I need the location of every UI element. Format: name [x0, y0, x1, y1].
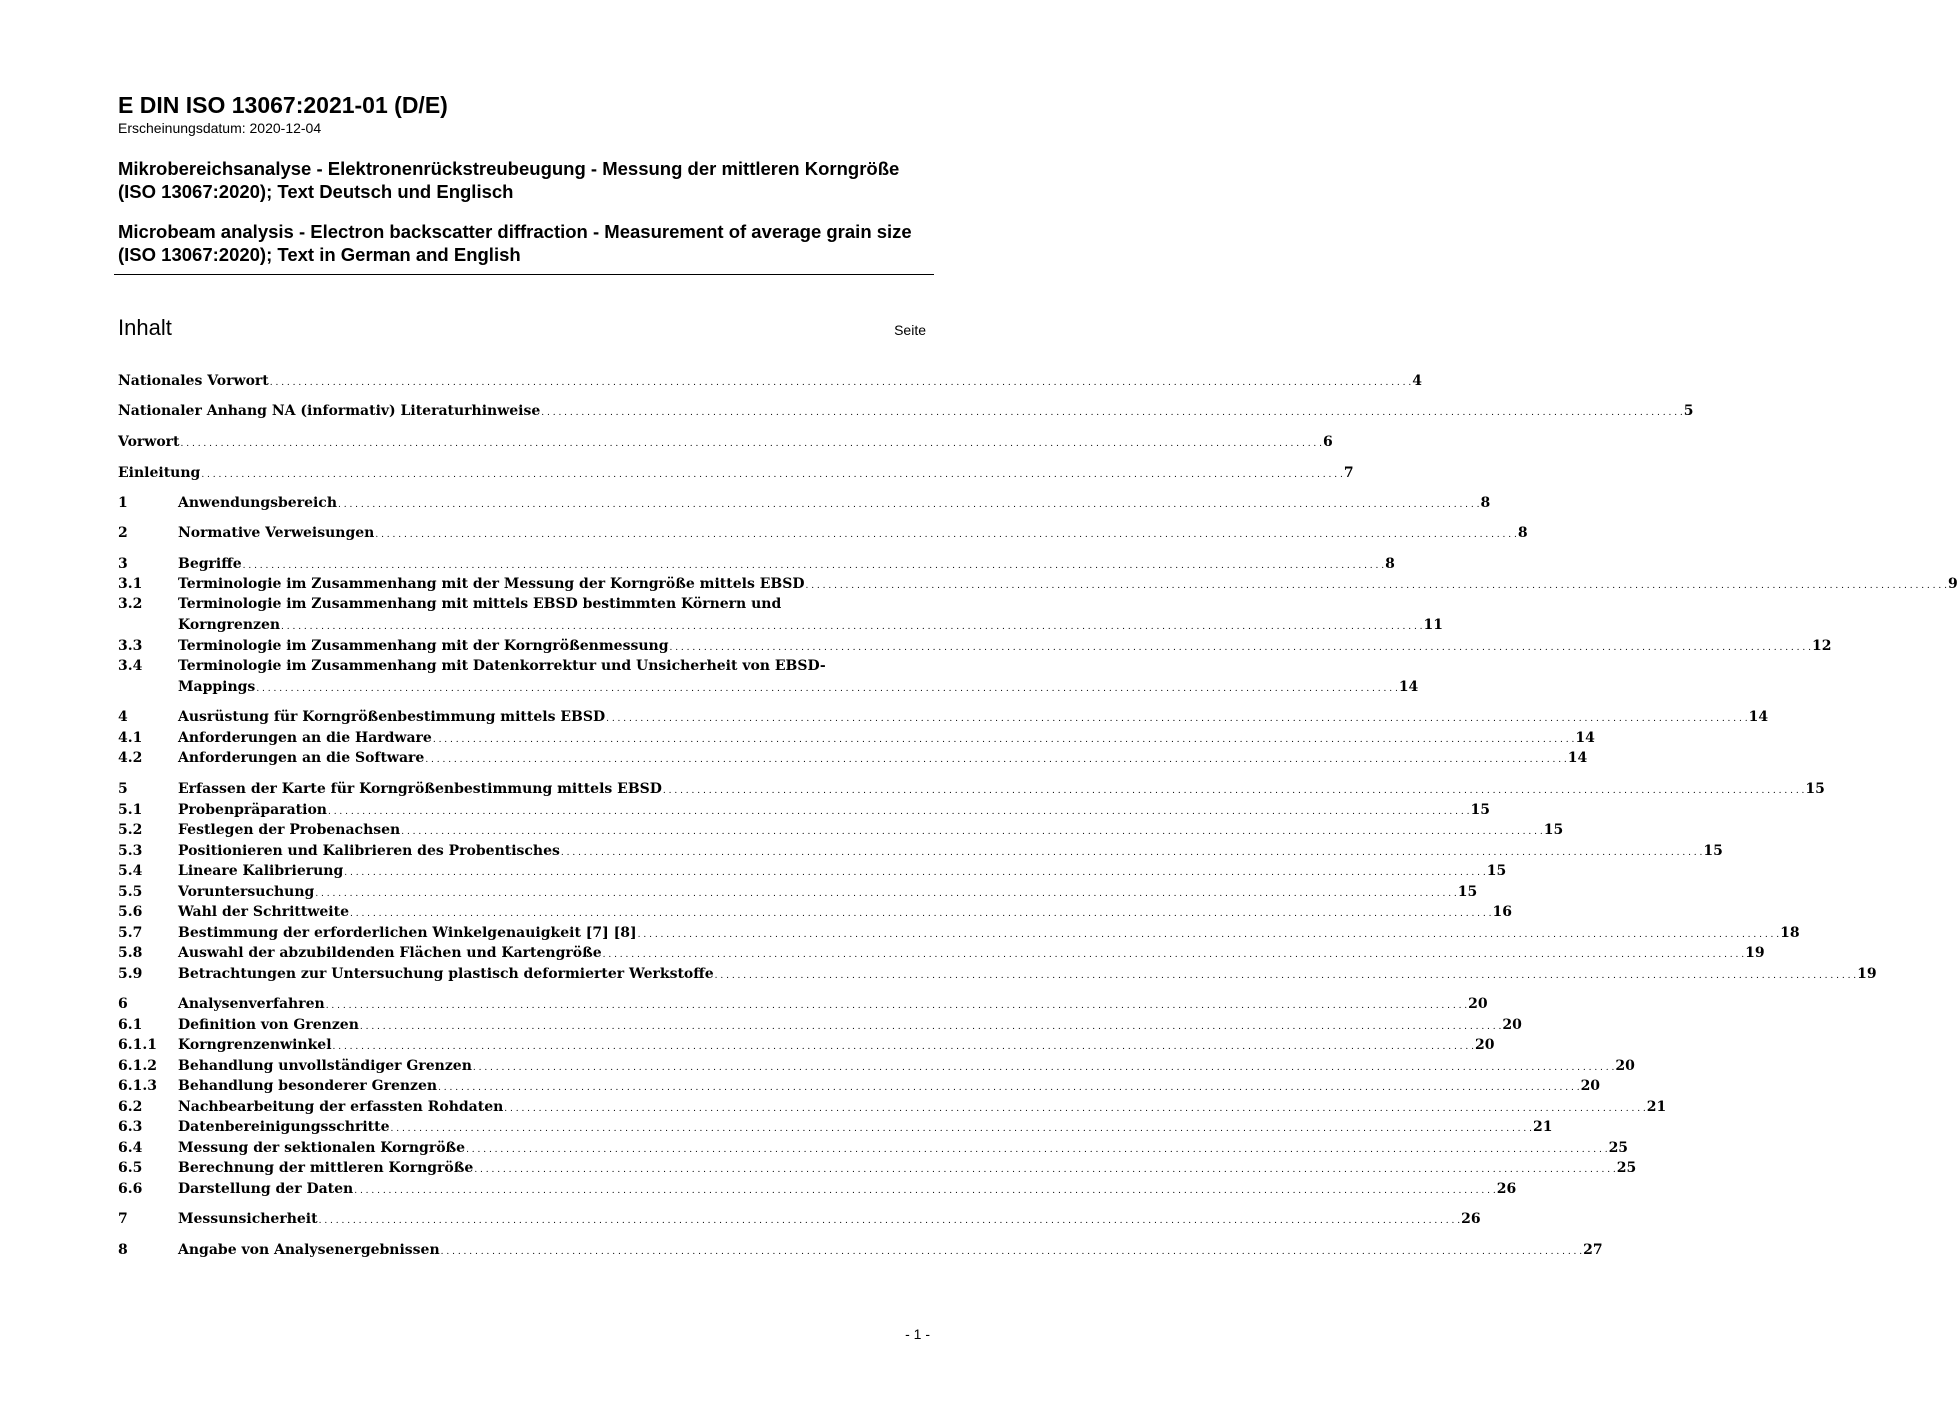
toc-entry-number: 5.9 [118, 966, 143, 982]
toc-entry-label: Terminologie im Zusammenhang mit der Messung der Korngröße mittels EBSD [178, 576, 805, 592]
document-header [118, 90, 934, 266]
toc-entry-page: 21 [1532, 1119, 1553, 1135]
toc-entry-number: 6.5 [118, 1160, 143, 1176]
toc-entry-number: 3.2 [118, 596, 143, 612]
toc-entry-number: 6.1 [118, 1017, 143, 1033]
toc-dot-leader: . . . . . . . . . . . . . . . . . . . . . . . . . . . . . . . . . . . . . . . . . . . . . . . . . . . . . . . . . . . . . . . . . . . . . . . . . . . . . . . . . . . . . . . . . . . . . . . . . . . . . . . . . . . . . . . . . . . . . . . . . . . . . . . . . . . . . . . . . . . . . . . . . . . . . . . . . . . . . . . . . . . . . . . . . . . . . . . . . . . . . . . . . . . . . . . . . . . . . . . . [474, 1165, 1616, 1175]
toc-dot-leader: . . . . . . . . . . . . . . . . . . . . . . . . . . . . . . . . . . . . . . . . . . . . . . . . . . . . . . . . . . . . . . . . . . . . . . . . . . . . . . . . . . . . . . . . . . . . . . . . . . . . . . . . . . . . . . . . . . . . . . . . . . . . . . . . . . . . . . . . . . . . . . . . . . . . . . . . . . . . . . . . . . . . . . . . . . . . . . . . . . . . . . . . . . . . . . . . . . . . . . . . [375, 530, 1517, 540]
toc-entry-page: 8 [1480, 495, 1491, 511]
document-title: E DIN ISO 13067:2021-01 (D/E) [118, 92, 448, 118]
toc-entry-page: 25 [1608, 1140, 1629, 1156]
toc-entry-label: Voruntersuchung [178, 884, 315, 900]
toc-entry-number: 5.6 [118, 904, 143, 920]
title-german: Mikrobereichsanalyse - Elektronenrückstreubeugung - Messung der mittleren Korngröße (ISO 13067:2020); Text Deutsch und Englisch [118, 158, 900, 202]
toc-entry-page: 5 [1683, 403, 1694, 419]
toc-entry[interactable] [118, 493, 1491, 513]
toc-entry-page: 15 [1543, 822, 1564, 838]
toc-dot-leader: . . . . . . . . . . . . . . . . . . . . . . . . . . . . . . . . . . . . . . . . . . . . . . . . . . . . . . . . . . . . . . . . . . . . . . . . . . . . . . . . . . . . . . . . . . . . . . . . . . . . . . . . . . . . . . . . . . . . . . . . . . . . . . . . . . . . . . . . . . . . . . . . . . . . . . . . . . . . . . . . . . . . . . . . . . . . . . . . . . . . . . . . . . . . . . . . . . . . . . . . [662, 786, 1805, 796]
toc-entry-number: 6.1.1 [118, 1037, 157, 1053]
toc-dot-leader: . . . . . . . . . . . . . . . . . . . . . . . . . . . . . . . . . . . . . . . . . . . . . . . . . . . . . . . . . . . . . . . . . . . . . . . . . . . . . . . . . . . . . . . . . . . . . . . . . . . . . . . . . . . . . . . . . . . . . . . . . . . . . . . . . . . . . . . . . . . . . . . . . . . . . . . . . . . . . . . . . . . . . . . . . . . . . . . . . . . . . . . . . . . . . . . . . . . . . . . . [269, 378, 1412, 388]
toc-dot-leader: . . . . . . . . . . . . . . . . . . . . . . . . . . . . . . . . . . . . . . . . . . . . . . . . . . . . . . . . . . . . . . . . . . . . . . . . . . . . . . . . . . . . . . . . . . . . . . . . . . . . . . . . . . . . . . . . . . . . . . . . . . . . . . . . . . . . . . . . . . . . . . . . . . . . . . . . . . . . . . . . . . . . . . . . . . . . . . . . . . . . . . . . . . . . . . . . . . . . . . . . [344, 868, 1486, 878]
toc-entry-page: 18 [1780, 925, 1800, 941]
toc-entry[interactable] [118, 1209, 1481, 1229]
toc-entry[interactable] [118, 800, 1490, 820]
toc-entry-label: Auswahl der abzubildenden Flächen und Kartengröße [178, 945, 602, 961]
toc-entry-number: 6.6 [118, 1181, 143, 1197]
toc-entry-number: 2 [118, 525, 128, 541]
toc-entry-label: Erfassen der Karte für Korngrößenbestimmung mittels EBSD [178, 781, 662, 797]
toc-entry[interactable] [118, 1076, 1601, 1096]
toc-entry-page: 20 [1475, 1037, 1495, 1053]
toc-dot-leader: . . . . . . . . . . . . . . . . . . . . . . . . . . . . . . . . . . . . . . . . . . . . . . . . . . . . . . . . . . . . . . . . . . . . . . . . . . . . . . . . . . . . . . . . . . . . . . . . . . . . . . . . . . . . . . . . . . . . . . . . . . . . . . . . . . . . . . . . . . . . . . . . . . . . . . . . . . . . . . . . . . . . . . . . . . . . . . . . . . . . . . . . . . . . . . . . . . . . . . . . [318, 1216, 1461, 1226]
toc-entry-label: Anforderungen an die Hardware [178, 730, 432, 746]
toc-dot-leader: . . . . . . . . . . . . . . . . . . . . . . . . . . . . . . . . . . . . . . . . . . . . . . . . . . . . . . . . . . . . . . . . . . . . . . . . . . . . . . . . . . . . . . . . . . . . . . . . . . . . . . . . . . . . . . . . . . . . . . . . . . . . . . . . . . . . . . . . . . . . . . . . . . . . . . . . . . . . . . . . . . . . . . . . . . . . . . . . . . . . . . . . . . . . . . . . . . . . . . . . [440, 1247, 1583, 1257]
toc-entry-label: Messung der sektionalen Korngröße [178, 1140, 466, 1156]
toc-entry-page: 15 [1457, 884, 1478, 900]
toc-entry-label-continued: Mappings [178, 679, 256, 695]
toc-entry[interactable] [118, 523, 1528, 543]
toc-entry-page: 21 [1646, 1099, 1667, 1115]
toc-entry-number: 5.5 [118, 884, 143, 900]
toc-entry-label: Probenpräparation [178, 802, 327, 818]
toc-entry[interactable] [118, 574, 1958, 594]
toc-entry[interactable] [118, 728, 1595, 748]
toc-entry-number: 3.4 [118, 658, 143, 674]
toc-entry-page: 8 [1385, 556, 1395, 572]
toc-entry-number: 5.2 [118, 822, 143, 838]
toc-entry-label: Vorwort [118, 434, 180, 450]
toc-entry-number: 6.4 [118, 1140, 143, 1156]
toc-entry-label: Positionieren und Kalibrieren des Probentisches [178, 843, 560, 859]
toc-entry-page: 20 [1468, 996, 1488, 1012]
toc-entry-page: 26 [1496, 1181, 1517, 1197]
toc-dot-leader: . . . . . . . . . . . . . . . . . . . . . . . . . . . . . . . . . . . . . . . . . . . . . . . . . . . . . . . . . . . . . . . . . . . . . . . . . . . . . . . . . . . . . . . . . . . . . . . . . . . . . . . . . . . . . . . . . . . . . . . . . . . . . . . . . . . . . . . . . . . . . . . . . . . . . . . . . . . . . . . . . . . . . . . . . . . . . . . . . . . . . . . . . . . . . . . . . . . . . . . . [359, 1022, 1502, 1032]
toc-entry[interactable] [118, 1035, 1495, 1055]
toc-dot-leader: . . . . . . . . . . . . . . . . . . . . . . . . . . . . . . . . . . . . . . . . . . . . . . . . . . . . . . . . . . . . . . . . . . . . . . . . . . . . . . . . . . . . . . . . . . . . . . . . . . . . . . . . . . . . . . . . . . . . . . . . . . . . . . . . . . . . . . . . . . . . . . . . . . . . . . . . . . . . . . . . . . . . . . . . . . . . . . . . . . . . . . . . . . . . . . . . . . . . . . . . [338, 500, 1480, 510]
toc-entry[interactable] [118, 964, 1877, 984]
toc-dot-leader: . . . . . . . . . . . . . . . . . . . . . . . . . . . . . . . . . . . . . . . . . . . . . . . . . . . . . . . . . . . . . . . . . . . . . . . . . . . . . . . . . . . . . . . . . . . . . . . . . . . . . . . . . . . . . . . . . . . . . . . . . . . . . . . . . . . . . . . . . . . . . . . . . . . . . . . . . . . . . . . . . . . . . . . . . . . . . . . . . . . . . . . . . . . . . . . . . . . . . . . . [315, 889, 1457, 899]
toc-dot-leader: . . . . . . . . . . . . . . . . . . . . . . . . . . . . . . . . . . . . . . . . . . . . . . . . . . . . . . . . . . . . . . . . . . . . . . . . . . . . . . . . . . . . . . . . . . . . . . . . . . . . . . . . . . . . . . . . . . . . . . . . . . . . . . . . . . . . . . . . . . . . . . . . . . . . . . . . . . . . . . . . . . . . . . . . . . . . . . . . . . . . . . . . . . . . . . . . . . . . . . . . [541, 408, 1683, 418]
toc-dot-leader: . . . . . . . . . . . . . . . . . . . . . . . . . . . . . . . . . . . . . . . . . . . . . . . . . . . . . . . . . . . . . . . . . . . . . . . . . . . . . . . . . . . . . . . . . . . . . . . . . . . . . . . . . . . . . . . . . . . . . . . . . . . . . . . . . . . . . . . . . . . . . . . . . . . . . . . . . . . . . . . . . . . . . . . . . . . . . . . . . . . . . . . . . . . . . . . . . . . . . . . . [606, 714, 1748, 724]
toc-entry-page: 25 [1616, 1160, 1637, 1176]
toc-entry-page: 7 [1343, 465, 1354, 481]
toc-entry[interactable] [118, 1097, 1667, 1117]
toc-dot-leader: . . . . . . . . . . . . . . . . . . . . . . . . . . . . . . . . . . . . . . . . . . . . . . . . . . . . . . . . . . . . . . . . . . . . . . . . . . . . . . . . . . . . . . . . . . . . . . . . . . . . . . . . . . . . . . . . . . . . . . . . . . . . . . . . . . . . . . . . . . . . . . . . . . . . . . . . . . . . . . . . . . . . . . . . . . . . . . . . . . . . . . . . . . . . . . . . . . . . . . . . [472, 1063, 1615, 1073]
header-divider [114, 274, 934, 275]
publication-date: Erscheinungsdatum: 2020-12-04 [118, 120, 322, 136]
toc-entry-number: 4.2 [118, 750, 143, 766]
toc-entry-label: Behandlung besonderer Grenzen [178, 1078, 438, 1094]
toc-entry-page: 19 [1857, 966, 1877, 982]
toc-entry-number: 8 [118, 1242, 128, 1258]
toc-entry-label: Messunsicherheit [178, 1211, 318, 1227]
toc-entry-page: 15 [1470, 802, 1490, 818]
toc-entry-continuation[interactable] [118, 615, 1444, 635]
toc-entry-label: Terminologie im Zusammenhang mit mittels EBSD bestimmten Körnern und [178, 596, 782, 612]
toc-entry-number: 5.3 [118, 843, 143, 859]
toc-entry-label: Terminologie im Zusammenhang mit der Korngrößenmessung [178, 638, 669, 654]
toc-dot-leader: . . . . . . . . . . . . . . . . . . . . . . . . . . . . . . . . . . . . . . . . . . . . . . . . . . . . . . . . . . . . . . . . . . . . . . . . . . . . . . . . . . . . . . . . . . . . . . . . . . . . . . . . . . . . . . . . . . . . . . . . . . . . . . . . . . . . . . . . . . . . . . . . . . . . . . . . . . . . . . . . . . . . . . . . . . . . . . . . . . . . . . . . . . . . . . . . . . . . . . . . [354, 1186, 1496, 1196]
toc-entry-page: 26 [1461, 1211, 1481, 1227]
toc-entry-number: 6.2 [118, 1099, 143, 1115]
toc-entry-number: 5.7 [118, 925, 143, 941]
toc-entry[interactable] [118, 656, 931, 676]
toc-entry-label: Normative Verweisungen [178, 525, 375, 541]
toc-entry-page: 14 [1567, 750, 1588, 766]
toc-entry-number: 5.4 [118, 863, 143, 879]
toc-entry[interactable] [118, 594, 931, 614]
toc-entry-number: 5.8 [118, 945, 143, 961]
toc-entry-label: Betrachtungen zur Untersuchung plastisch deformierter Werkstoffe [178, 966, 714, 982]
toc-entry[interactable] [118, 707, 1769, 727]
toc-entry-label: Nachbearbeitung der erfassten Rohdaten [178, 1099, 504, 1115]
toc-dot-leader: . . . . . . . . . . . . . . . . . . . . . . . . . . . . . . . . . . . . . . . . . . . . . . . . . . . . . . . . . . . . . . . . . . . . . . . . . . . . . . . . . . . . . . . . . . . . . . . . . . . . . . . . . . . . . . . . . . . . . . . . . . . . . . . . . . . . . . . . . . . . . . . . . . . . . . . . . . . . . . . . . . . . . . . . . . . . . . . . . . . . . . . . . . . . . . . . . . . . . . . . [350, 909, 1492, 919]
toc-entry-number: 3.1 [118, 576, 143, 592]
toc-entry[interactable] [118, 861, 1507, 881]
toc-dot-leader: . . . . . . . . . . . . . . . . . . . . . . . . . . . . . . . . . . . . . . . . . . . . . . . . . . . . . . . . . . . . . . . . . . . . . . . . . . . . . . . . . . . . . . . . . . . . . . . . . . . . . . . . . . . . . . . . . . . . . . . . . . . . . . . . . . . . . . . . . . . . . . . . . . . . . . . . . . . . . . . . . . . . . . . . . . . . . . . . . . . . . . . . . . . . . . . . . . . . . . . . [325, 1001, 1468, 1011]
toc-dot-leader: . . . . . . . . . . . . . . . . . . . . . . . . . . . . . . . . . . . . . . . . . . . . . . . . . . . . . . . . . . . . . . . . . . . . . . . . . . . . . . . . . . . . . . . . . . . . . . . . . . . . . . . . . . . . . . . . . . . . . . . . . . . . . . . . . . . . . . . . . . . . . . . . . . . . . . . . . . . . . . . . . . . . . . . . . . . . . . . . . . . . . . . . . . . . . . . . . . . . . . . . [425, 755, 1567, 765]
toc-entry-label: Einleitung [118, 465, 201, 481]
toc-entry-page: 14 [1398, 679, 1419, 695]
toc-dot-leader: . . . . . . . . . . . . . . . . . . . . . . . . . . . . . . . . . . . . . . . . . . . . . . . . . . . . . . . . . . . . . . . . . . . . . . . . . . . . . . . . . . . . . . . . . . . . . . . . . . . . . . . . . . . . . . . . . . . . . . . . . . . . . . . . . . . . . . . . . . . . . . . . . . . . . . . . . . . . . . . . . . . . . . . . . . . . . . . . . . . . . . . . . . . . . . . . . . . . . . . . [669, 643, 1811, 653]
toc-entry-label: Korngrenzenwinkel [178, 1037, 332, 1053]
toc-dot-leader: . . . . . . . . . . . . . . . . . . . . . . . . . . . . . . . . . . . . . . . . . . . . . . . . . . . . . . . . . . . . . . . . . . . . . . . . . . . . . . . . . . . . . . . . . . . . . . . . . . . . . . . . . . . . . . . . . . . . . . . . . . . . . . . . . . . . . . . . . . . . . . . . . . . . . . . . . . . . . . . . . . . . . . . . . . . . . . . . . . . . . . . . . . . . . . . . . . . . . . . . [201, 470, 1343, 480]
toc-entry[interactable] [118, 748, 1588, 768]
title-english: Microbeam analysis - Electron backscatter diffraction - Measurement of average grain size (ISO 13067:2020); Text in German and English [118, 221, 912, 265]
toc-entry[interactable] [118, 923, 1800, 943]
toc-entry[interactable] [118, 943, 1765, 963]
toc-entry-label: Definition von Grenzen [178, 1017, 359, 1033]
toc-entry[interactable] [118, 1240, 1603, 1260]
toc-entry-number: 4.1 [118, 730, 143, 746]
toc-entry-label: Berechnung der mittleren Korngröße [178, 1160, 474, 1176]
toc-entry[interactable] [118, 1117, 1553, 1137]
toc-entry-number: 6.1.2 [118, 1058, 157, 1074]
toc-dot-leader: . . . . . . . . . . . . . . . . . . . . . . . . . . . . . . . . . . . . . . . . . . . . . . . . . . . . . . . . . . . . . . . . . . . . . . . . . . . . . . . . . . . . . . . . . . . . . . . . . . . . . . . . . . . . . . . . . . . . . . . . . . . . . . . . . . . . . . . . . . . . . . . . . . . . . . . . . . . . . . . . . . . . . . . . . . . . . . . . . . . . . . . . . . . . . . . . . . . . . . . . [637, 930, 1780, 940]
toc-entry-number: 5.1 [118, 802, 143, 818]
toc-entry-page: 12 [1811, 638, 1832, 654]
toc-entry[interactable] [118, 902, 1512, 922]
toc-entry[interactable] [118, 636, 1832, 656]
toc-dot-leader: . . . . . . . . . . . . . . . . . . . . . . . . . . . . . . . . . . . . . . . . . . . . . . . . . . . . . . . . . . . . . . . . . . . . . . . . . . . . . . . . . . . . . . . . . . . . . . . . . . . . . . . . . . . . . . . . . . . . . . . . . . . . . . . . . . . . . . . . . . . . . . . . . . . . . . . . . . . . . . . . . . . . . . . . . . . . . . . . . . . . . . . . . . . . . . . . . . . . . . . . [281, 622, 1423, 632]
toc-entry-page: 6 [1323, 434, 1333, 450]
toc-entry[interactable] [118, 1158, 1637, 1178]
toc-entry[interactable] [118, 1015, 1522, 1035]
toc-entry-page: 4 [1412, 373, 1422, 389]
toc-entry-page: 14 [1575, 730, 1595, 746]
toc-entry-label: Lineare Kalibrierung [178, 863, 344, 879]
toc-entry-label: Analysenverfahren [178, 996, 325, 1012]
toc-entry[interactable] [118, 463, 1354, 483]
toc-entry-page: 8 [1517, 525, 1528, 541]
toc-entry-label: Angabe von Analysenergebnissen [178, 1242, 440, 1258]
toc-entry-page: 11 [1423, 617, 1444, 633]
toc-dot-leader: . . . . . . . . . . . . . . . . . . . . . . . . . . . . . . . . . . . . . . . . . . . . . . . . . . . . . . . . . . . . . . . . . . . . . . . . . . . . . . . . . . . . . . . . . . . . . . . . . . . . . . . . . . . . . . . . . . . . . . . . . . . . . . . . . . . . . . . . . . . . . . . . . . . . . . . . . . . . . . . . . . . . . . . . . . . . . . . . . . . . . . . . . . . . . . . . . . . . . . . . [390, 1124, 1532, 1134]
toc-entry-page: 15 [1703, 843, 1723, 859]
toc-entry-number: 3.3 [118, 638, 143, 654]
toc-entry-number: 1 [118, 495, 128, 511]
toc-dot-leader: . . . . . . . . . . . . . . . . . . . . . . . . . . . . . . . . . . . . . . . . . . . . . . . . . . . . . . . . . . . . . . . . . . . . . . . . . . . . . . . . . . . . . . . . . . . . . . . . . . . . . . . . . . . . . . . . . . . . . . . . . . . . . . . . . . . . . . . . . . . . . . . . . . . . . . . . . . . . . . . . . . . . . . . . . . . . . . . . . . . . . . . . . . . . . . . . . . . . . . . . [602, 950, 1745, 960]
toc-entry-page: 15 [1805, 781, 1825, 797]
toc-dot-leader: . . . . . . . . . . . . . . . . . . . . . . . . . . . . . . . . . . . . . . . . . . . . . . . . . . . . . . . . . . . . . . . . . . . . . . . . . . . . . . . . . . . . . . . . . . . . . . . . . . . . . . . . . . . . . . . . . . . . . . . . . . . . . . . . . . . . . . . . . . . . . . . . . . . . . . . . . . . . . . . . . . . . . . . . . . . . . . . . . . . . . . . . . . . . . . . . . . . . . . . . [432, 735, 1575, 745]
toc-entry[interactable] [118, 554, 1395, 574]
toc-entry-label: Datenbereinigungsschritte [178, 1119, 390, 1135]
toc-entry[interactable] [118, 994, 1488, 1014]
toc-entry-page: 16 [1492, 904, 1512, 920]
page-number: - 1 - [905, 1326, 930, 1342]
toc-entry-page: 27 [1583, 1242, 1603, 1258]
toc-dot-leader: . . . . . . . . . . . . . . . . . . . . . . . . . . . . . . . . . . . . . . . . . . . . . . . . . . . . . . . . . . . . . . . . . . . . . . . . . . . . . . . . . . . . . . . . . . . . . . . . . . . . . . . . . . . . . . . . . . . . . . . . . . . . . . . . . . . . . . . . . . . . . . . . . . . . . . . . . . . . . . . . . . . . . . . . . . . . . . . . . . . . . . . . . . . . . . . . . . . . . . . . [242, 561, 1385, 571]
toc-page-column-label: Seite [894, 322, 926, 338]
toc-dot-leader: . . . . . . . . . . . . . . . . . . . . . . . . . . . . . . . . . . . . . . . . . . . . . . . . . . . . . . . . . . . . . . . . . . . . . . . . . . . . . . . . . . . . . . . . . . . . . . . . . . . . . . . . . . . . . . . . . . . . . . . . . . . . . . . . . . . . . . . . . . . . . . . . . . . . . . . . . . . . . . . . . . . . . . . . . . . . . . . . . . . . . . . . . . . . . . . . . . . . . . . . [560, 848, 1703, 858]
toc-entry-page: 20 [1615, 1058, 1635, 1074]
toc-title: Inhalt [118, 315, 172, 340]
toc-entry-page: 9 [1947, 576, 1958, 592]
toc-entry-page: 20 [1502, 1017, 1522, 1033]
toc-entry[interactable] [118, 779, 1825, 799]
toc-entry-label: Begriffe [178, 556, 242, 572]
toc-entry-label: Terminologie im Zusammenhang mit Datenkorrektur und Unsicherheit von EBSD- [178, 658, 826, 674]
toc-dot-leader: . . . . . . . . . . . . . . . . . . . . . . . . . . . . . . . . . . . . . . . . . . . . . . . . . . . . . . . . . . . . . . . . . . . . . . . . . . . . . . . . . . . . . . . . . . . . . . . . . . . . . . . . . . . . . . . . . . . . . . . . . . . . . . . . . . . . . . . . . . . . . . . . . . . . . . . . . . . . . . . . . . . . . . . . . . . . . . . . . . . . . . . . . . . . . . . . . . . . . . . . [256, 684, 1398, 694]
toc-entry-label: Behandlung unvollständiger Grenzen [178, 1058, 472, 1074]
toc-entry[interactable] [118, 882, 1478, 902]
toc-dot-leader: . . . . . . . . . . . . . . . . . . . . . . . . . . . . . . . . . . . . . . . . . . . . . . . . . . . . . . . . . . . . . . . . . . . . . . . . . . . . . . . . . . . . . . . . . . . . . . . . . . . . . . . . . . . . . . . . . . . . . . . . . . . . . . . . . . . . . . . . . . . . . . . . . . . . . . . . . . . . . . . . . . . . . . . . . . . . . . . . . . . . . . . . . . . . . . . . . . . . . . . . [504, 1104, 1646, 1114]
toc-entry-page: 14 [1748, 709, 1769, 725]
toc-entry-number: 6.1.3 [118, 1078, 157, 1094]
toc-entry-label: Nationaler Anhang NA (informativ) Literaturhinweise [118, 403, 541, 419]
toc-entry-label: Anwendungsbereich [178, 495, 337, 511]
toc-entry-number: 6 [118, 996, 128, 1012]
toc-entry-label: Wahl der Schrittweite [178, 904, 349, 920]
toc-entry[interactable] [118, 841, 1723, 861]
toc-dot-leader: . . . . . . . . . . . . . . . . . . . . . . . . . . . . . . . . . . . . . . . . . . . . . . . . . . . . . . . . . . . . . . . . . . . . . . . . . . . . . . . . . . . . . . . . . . . . . . . . . . . . . . . . . . . . . . . . . . . . . . . . . . . . . . . . . . . . . . . . . . . . . . . . . . . . . . . . . . . . . . . . . . . . . . . . . . . . . . . . . . . . . . . . . . . . . . . . . . . . . . . . [327, 807, 1470, 817]
toc-entry-label-continued: Korngrenzen [178, 617, 281, 633]
toc-entry-page: 20 [1580, 1078, 1601, 1094]
toc-dot-leader: . . . . . . . . . . . . . . . . . . . . . . . . . . . . . . . . . . . . . . . . . . . . . . . . . . . . . . . . . . . . . . . . . . . . . . . . . . . . . . . . . . . . . . . . . . . . . . . . . . . . . . . . . . . . . . . . . . . . . . . . . . . . . . . . . . . . . . . . . . . . . . . . . . . . . . . . . . . . . . . . . . . . . . . . . . . . . . . . . . . . . . . . . . . . . . . . . . . . . . . . [714, 971, 1857, 981]
toc-entry-number: 5 [118, 781, 128, 797]
toc-entry-label: Nationales Vorwort [118, 373, 269, 389]
toc-entry[interactable] [118, 401, 1694, 421]
toc-dot-leader: . . . . . . . . . . . . . . . . . . . . . . . . . . . . . . . . . . . . . . . . . . . . . . . . . . . . . . . . . . . . . . . . . . . . . . . . . . . . . . . . . . . . . . . . . . . . . . . . . . . . . . . . . . . . . . . . . . . . . . . . . . . . . . . . . . . . . . . . . . . . . . . . . . . . . . . . . . . . . . . . . . . . . . . . . . . . . . . . . . . . . . . . . . . . . . . . . . . . . . . . [180, 439, 1323, 449]
toc-entry-label: Festlegen der Probenachsen [178, 822, 401, 838]
toc-entry[interactable] [118, 820, 1564, 840]
toc-entry-number: 7 [118, 1211, 128, 1227]
toc-dot-leader: . . . . . . . . . . . . . . . . . . . . . . . . . . . . . . . . . . . . . . . . . . . . . . . . . . . . . . . . . . . . . . . . . . . . . . . . . . . . . . . . . . . . . . . . . . . . . . . . . . . . . . . . . . . . . . . . . . . . . . . . . . . . . . . . . . . . . . . . . . . . . . . . . . . . . . . . . . . . . . . . . . . . . . . . . . . . . . . . . . . . . . . . . . . . . . . . . . . . . . . . [466, 1145, 1608, 1155]
toc-dot-leader: . . . . . . . . . . . . . . . . . . . . . . . . . . . . . . . . . . . . . . . . . . . . . . . . . . . . . . . . . . . . . . . . . . . . . . . . . . . . . . . . . . . . . . . . . . . . . . . . . . . . . . . . . . . . . . . . . . . . . . . . . . . . . . . . . . . . . . . . . . . . . . . . . . . . . . . . . . . . . . . . . . . . . . . . . . . . . . . . . . . . . . . . . . . . . . . . . . . . . . . . [332, 1042, 1474, 1052]
toc-entry[interactable] [118, 371, 1422, 391]
toc-dot-leader: . . . . . . . . . . . . . . . . . . . . . . . . . . . . . . . . . . . . . . . . . . . . . . . . . . . . . . . . . . . . . . . . . . . . . . . . . . . . . . . . . . . . . . . . . . . . . . . . . . . . . . . . . . . . . . . . . . . . . . . . . . . . . . . . . . . . . . . . . . . . . . . . . . . . . . . . . . . . . . . . . . . . . . . . . . . . . . . . . . . . . . . . . . . . . . . . . . . . . . . . [401, 827, 1543, 837]
toc-heading [118, 312, 926, 344]
toc-dot-leader: . . . . . . . . . . . . . . . . . . . . . . . . . . . . . . . . . . . . . . . . . . . . . . . . . . . . . . . . . . . . . . . . . . . . . . . . . . . . . . . . . . . . . . . . . . . . . . . . . . . . . . . . . . . . . . . . . . . . . . . . . . . . . . . . . . . . . . . . . . . . . . . . . . . . . . . . . . . . . . . . . . . . . . . . . . . . . . . . . . . . . . . . . . . . . . . . . . . . . . . . [805, 581, 1947, 591]
toc-entry-label: Bestimmung der erforderlichen Winkelgenauigkeit [7] [8] [178, 925, 637, 941]
toc-entry[interactable] [118, 1179, 1517, 1199]
toc-entry[interactable] [118, 432, 1333, 452]
toc-entry-number: 6.3 [118, 1119, 143, 1135]
toc-entry-label: Darstellung der Daten [178, 1181, 354, 1197]
toc-entry-number: 4 [118, 709, 128, 725]
toc-entry[interactable] [118, 1056, 1635, 1076]
toc-entry-page: 15 [1486, 863, 1507, 879]
toc-entry-number: 3 [118, 556, 128, 572]
toc-entry-continuation[interactable] [118, 677, 1419, 697]
toc-entry-label: Ausrüstung für Korngrößenbestimmung mittels EBSD [178, 709, 606, 725]
toc-dot-leader: . . . . . . . . . . . . . . . . . . . . . . . . . . . . . . . . . . . . . . . . . . . . . . . . . . . . . . . . . . . . . . . . . . . . . . . . . . . . . . . . . . . . . . . . . . . . . . . . . . . . . . . . . . . . . . . . . . . . . . . . . . . . . . . . . . . . . . . . . . . . . . . . . . . . . . . . . . . . . . . . . . . . . . . . . . . . . . . . . . . . . . . . . . . . . . . . . . . . . . . . [438, 1083, 1580, 1093]
toc-entry[interactable] [118, 1138, 1629, 1158]
toc-entry-label: Anforderungen an die Software [178, 750, 425, 766]
toc-entry-page: 19 [1745, 945, 1765, 961]
